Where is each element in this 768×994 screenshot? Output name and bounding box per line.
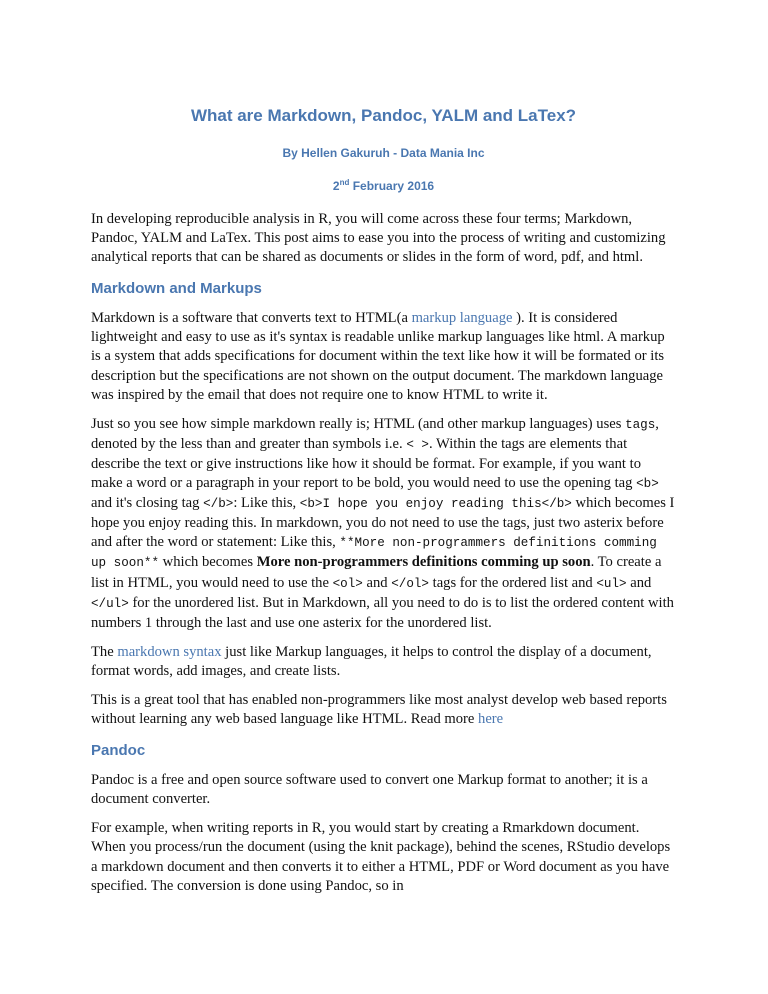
markdown-paragraph-1: Markdown is a software that converts text to HTML(a markup language ). It is considered lightweight and easy to use as it's syntax is readable unlike markup languages like html. A markup is a system that adds specifications for document within the text like how it will be formated or its description but the specifications are not shown on the output document. The markdown language was inspired by the email that does not require one to know HTML to write it.: [91, 310, 665, 403]
markdown-paragraph-2: Just so you see how simple markdown really is; HTML (and other markup languages) uses tags, denoted by the less than and greater than symbols i.e. < >. Within the tags are elements that describe the text or give instructions like how it should be format. For example, if you want to make a word or a paragraph in your report to be bold, you would need to use the opening tag <b> and it's closing tag </b>: Like this, <b>I hope you enjoy reading this</b> which becomes I hope you enjoy reading this. In markdown, you do not need to use the tags, just two asterix before and after the word or statement: Like this, **More non-programmers definitions comming up soon** which becomes More non-programmers definitions comming up soon. To create a list in HTML, you would need to use the <ol> and </ol> tags for the ordered list and <ul> and </ul> for the unordered list. But in Markdown, all you need to do is to list the ordered content with numbers 1 through the last and use one asterix for the unordered list.: [91, 415, 675, 631]
markdown-paragraph-4: This is a great tool that has enabled non-programmers like most analyst develop web based reports without learning any web based language like HTML. Read more here: [91, 691, 667, 728]
markdown-paragraph-3: The markdown syntax just like Markup languages, it helps to control the display of a document, format words, add images, and create lists.: [91, 643, 652, 679]
date: 2nd February 2016: [332, 178, 435, 193]
heading-markdown: Markdown and Markups: [91, 280, 262, 298]
intro-paragraph: In developing reproducible analysis in R, you will come across these four terms; Markdown, Pandoc, YALM and LaTex. This post aims to ease you into the process of writing and customizing analytical reports that can be shared as documents or slides in the form of word, pdf, and html.: [91, 211, 666, 266]
read-more-link[interactable]: here: [478, 711, 504, 728]
page-title: What are Markdown, Pandoc, YALM and LaTex?: [190, 106, 577, 125]
pandoc-paragraph-1: Pandoc is a free and open source software used to convert one Markup format to another; it is a document converter.: [91, 772, 648, 808]
markup-language-link[interactable]: markup language: [411, 310, 513, 327]
document-page: [91, 105, 676, 896]
heading-pandoc: Pandoc: [91, 742, 146, 760]
pandoc-paragraph-2: For example, when writing reports in R, you would start by creating a Rmarkdown document. When you process/run the document (using the knit package), behind the scenes, RStudio develops a markdown document and then converts it to either a HTML, PDF or Word document as you have specified. The conversion is done using Pandoc, so in: [91, 820, 671, 894]
byline: By Hellen Gakuruh - Data Mania Inc: [282, 146, 485, 160]
markdown-syntax-link[interactable]: markdown syntax: [117, 643, 222, 660]
